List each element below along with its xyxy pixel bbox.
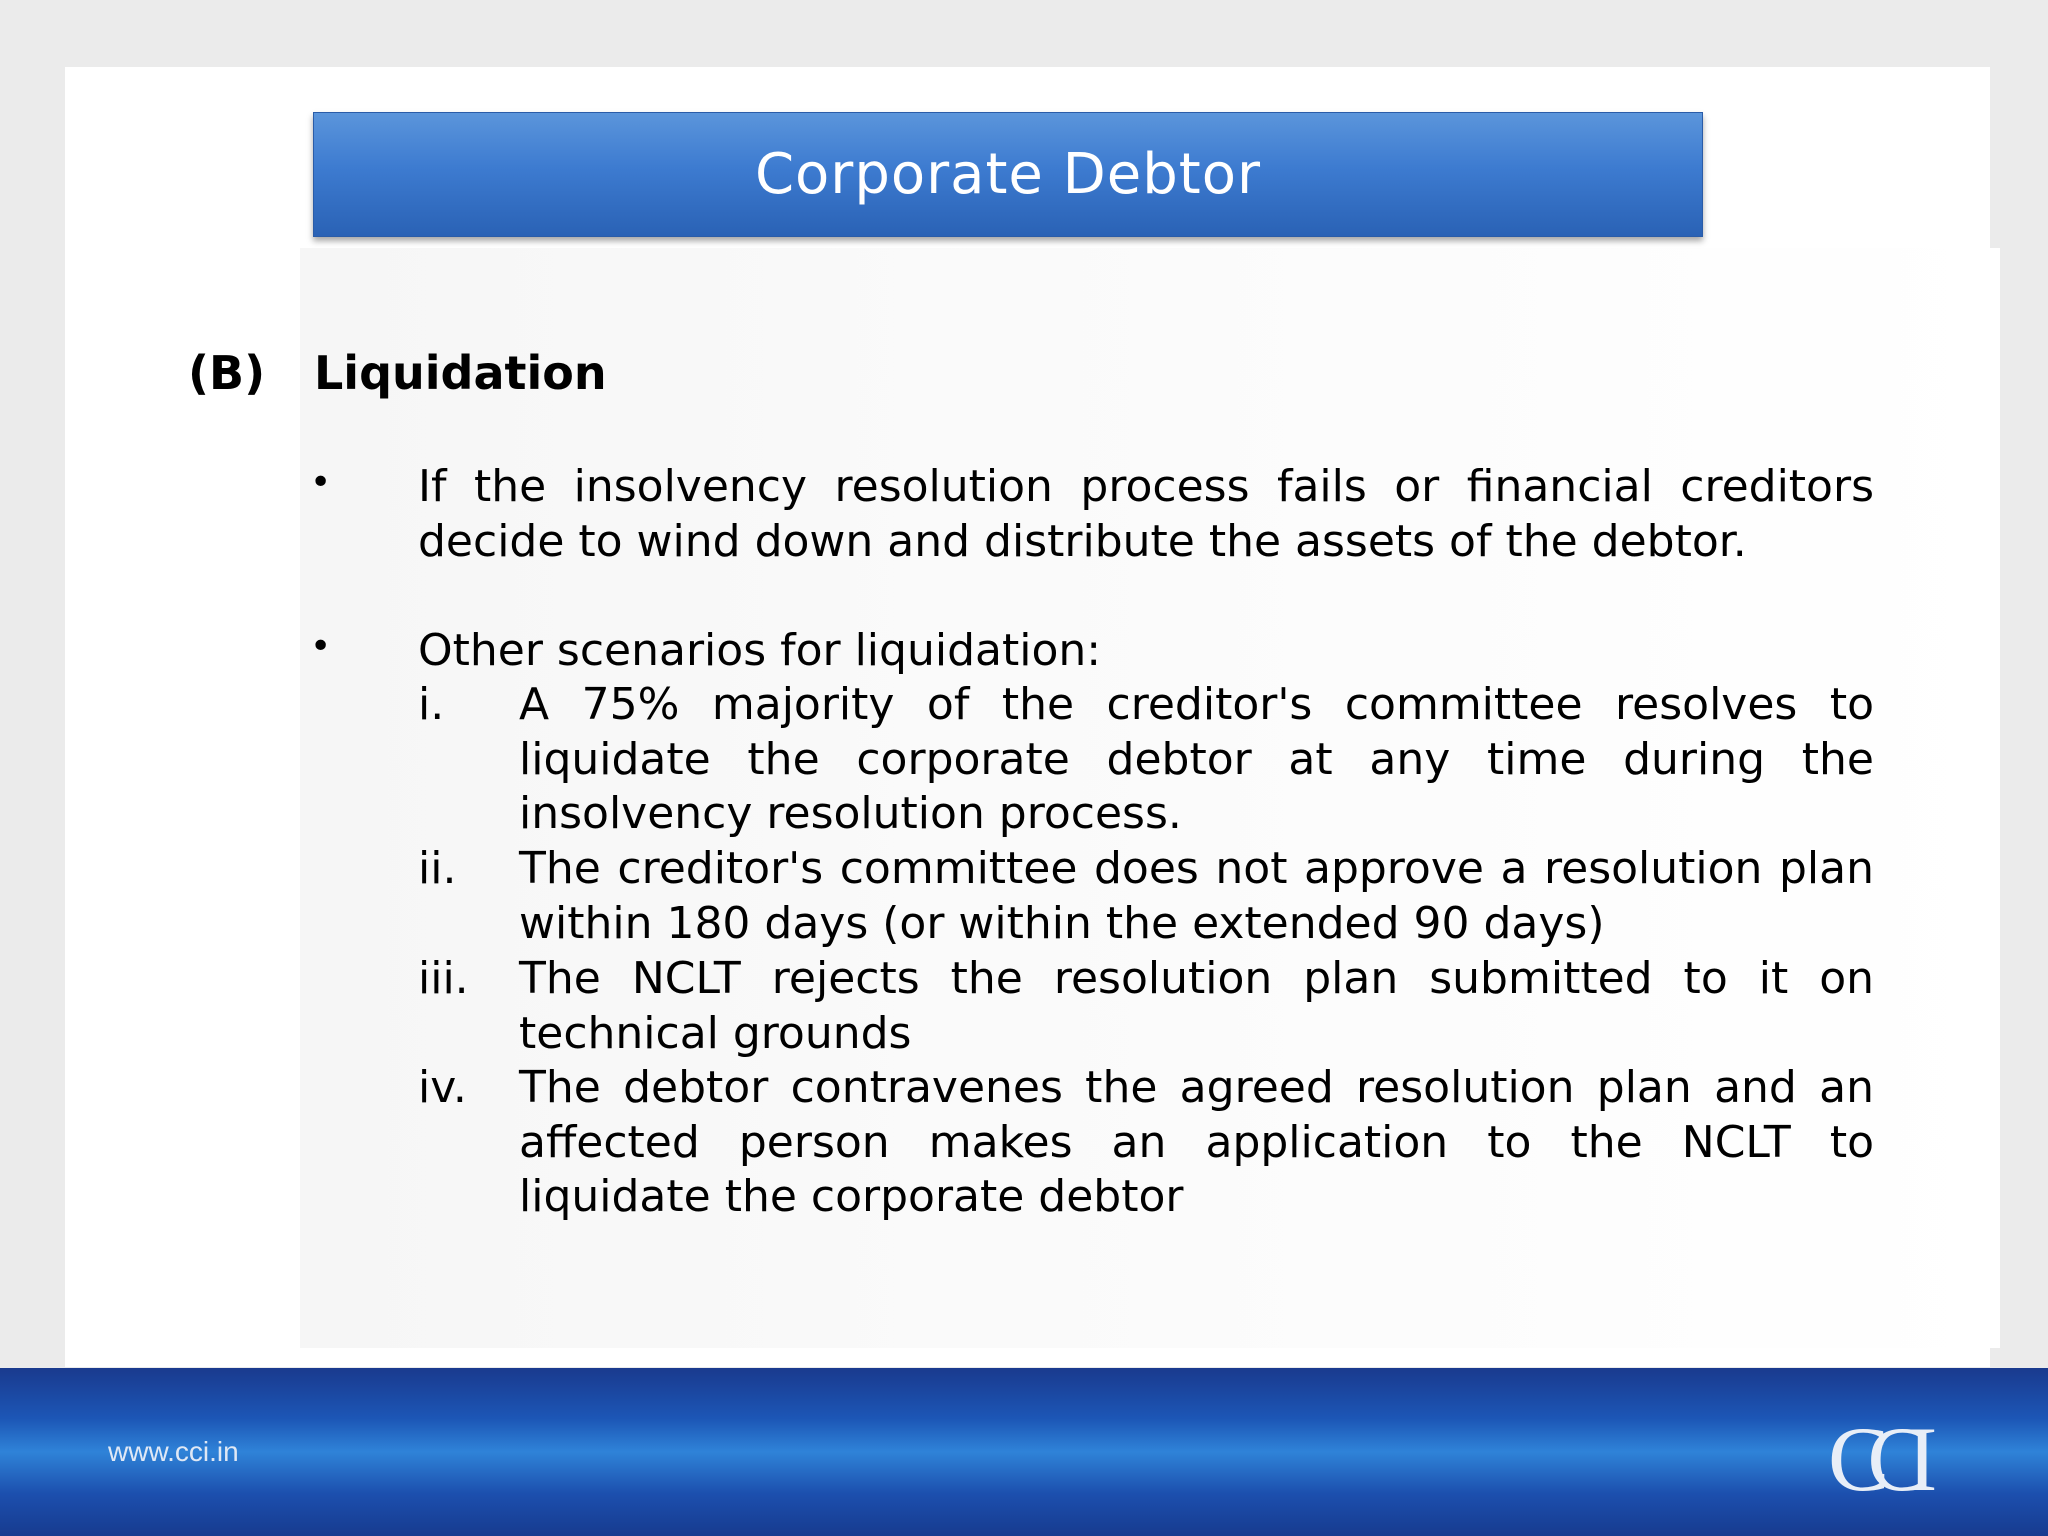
bullet-text: If the insolvency resolution process fails or financial creditors decide to wind down and distribute the assets of the debtor. <box>418 461 1874 567</box>
list-item-text: The NCLT rejects the resolution plan submitted to it on technical grounds <box>519 953 1874 1059</box>
title-bar <box>313 112 1703 237</box>
bullet-symbol: • <box>310 626 332 667</box>
list-item <box>418 952 1874 1061</box>
list-item-number: iv. <box>418 1062 467 1113</box>
section-title: Liquidation <box>314 346 607 400</box>
list-item <box>418 842 1874 951</box>
cci-logo-icon <box>1828 1408 1958 1500</box>
list-item-number: ii. <box>418 843 457 894</box>
list-item-text: The debtor contravenes the agreed resolution plan and an affected person makes an application to the NCLT to liquidate the corporate debtor <box>519 1062 1874 1222</box>
slide-title: Corporate Debtor <box>754 142 1262 207</box>
footer-band <box>0 1368 2048 1536</box>
list-item-number: i. <box>418 679 445 730</box>
list-item <box>418 1061 1874 1225</box>
bullet-text: Other scenarios for liquidation: <box>418 625 1102 676</box>
logo-text: CCI <box>1828 1408 1916 1500</box>
section-heading <box>188 346 607 400</box>
list-item-text: The creditor's committee does not approve a resolution plan within 180 days (or within the extended 90 days) <box>519 843 1874 949</box>
section-letter: (B) <box>188 346 266 400</box>
list-item-number: iii. <box>418 953 469 1004</box>
footer-url: www.cci.in <box>108 1436 239 1467</box>
list-item <box>418 678 1874 842</box>
bullet-symbol: • <box>310 462 332 503</box>
list-item-text: A 75% majority of the creditor's committee resolves to liquidate the corporate debtor at any time during the insolvency resolution process. <box>519 679 1874 839</box>
